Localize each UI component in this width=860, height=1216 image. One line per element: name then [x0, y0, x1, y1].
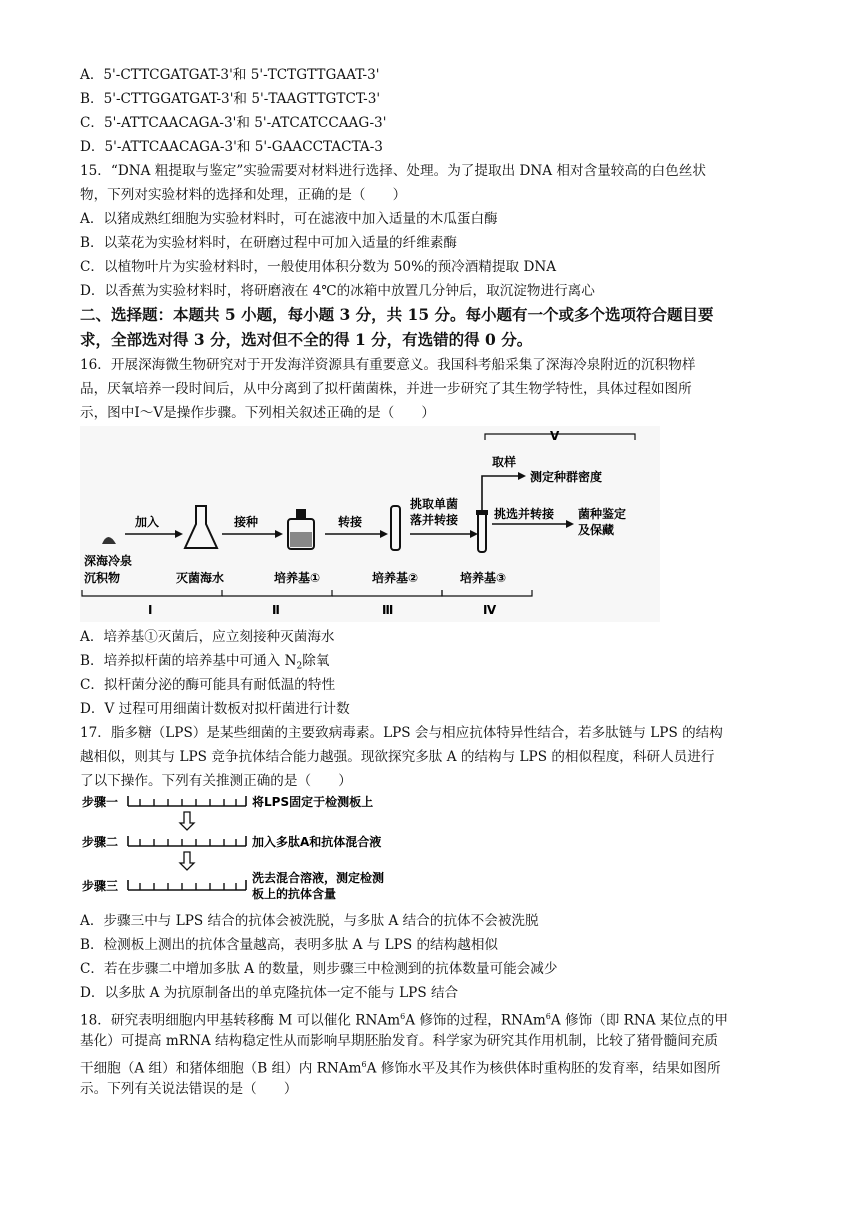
- step2-text: 加入多肽A和抗体混合液: [252, 835, 382, 849]
- step-iii-label: Ⅲ: [382, 603, 394, 617]
- q15-option-b: B．以菜花为实验材料时，在研磨过程中可加入适量的纤维素酶: [80, 235, 458, 251]
- down-arrow-2: [180, 852, 194, 870]
- q14-option-a: A．5'-CTTCGATGAT-3'和 5'-TCTGTTGAAT-3': [80, 67, 380, 83]
- step1-text: 将LPS固定于检测板上: [252, 795, 374, 809]
- q16-process-figure: [80, 426, 660, 622]
- seawater-label: 灭菌海水: [176, 571, 225, 585]
- q16-option-b-text: B．培养拟杆菌的培养基中可通入 N: [80, 653, 297, 669]
- q18-line1-sup1: 6: [400, 1012, 406, 1021]
- q18-line1-b: A 修饰的过程，RNAm: [405, 1012, 546, 1029]
- q18-line3-a: 干细胞（A 组）和猪体细胞（B 组）内 RNAm: [80, 1060, 362, 1077]
- identify-label-2: 及保藏: [578, 523, 615, 537]
- step-ii-label: Ⅱ: [272, 603, 280, 617]
- q16-stem-line2: 品，厌氧培养一段时间后，从中分离到了拟杆菌菌株，并进一步研究了其生物学特性，具体过程如图所: [80, 381, 692, 397]
- step1-label: 步骤一: [82, 795, 119, 809]
- step2-label: 步骤二: [82, 835, 119, 849]
- sample-label: 取样: [492, 455, 517, 469]
- plate-1: [128, 796, 246, 806]
- step3-label: 步骤三: [82, 879, 119, 893]
- identify-label-1: 菌种鉴定: [578, 507, 627, 521]
- q17-stem-line1: 17．脂多糖（LPS）是某些细菌的主要致病毒素。LPS 会与相应抗体特异性结合，若多肽链与 LPS 的结构: [80, 725, 723, 741]
- plate-2: [128, 836, 246, 846]
- section2-heading-line2: 求，全部选对得 3 分，选对但不全的得 1 分，有选错的得 0 分。: [80, 330, 533, 349]
- arrow-inoculate-label: 接种: [234, 515, 259, 529]
- bottle-cap: [296, 509, 306, 518]
- density-label: 测定种群密度: [530, 470, 603, 484]
- q17-figure-svg: [80, 790, 420, 902]
- sediment-label-1: 深海冷泉: [84, 554, 133, 568]
- step-v-label: Ⅴ: [550, 429, 560, 443]
- q16-stem-line1: 16．开展深海微生物研究对于开发海洋资源具有重要意义。我国科考船采集了深海冷泉附近的沉积物样: [80, 357, 696, 373]
- arrow-add-label: 加入: [135, 515, 160, 529]
- q17-option-c: C．若在步骤二中增加多肽 A 的数量，则步骤三中检测到的抗体数量可能会减少: [80, 961, 558, 977]
- q17-option-d: D．以多肽 A 为抗原制备出的单克隆抗体一定不能与 LPS 结合: [80, 985, 459, 1001]
- section2-heading-line1: 二、选择题：本题共 5 小题，每小题 3 分，共 15 分。每小题有一个或多个选项符合题目要: [80, 305, 714, 324]
- q15-stem-line1: 15．“DNA 粗提取与鉴定”实验需要对材料进行选择、处理。为了提取出 DNA 相对含量较高的白色丝状: [80, 163, 706, 179]
- pick-label-2: 落并转接: [410, 513, 459, 527]
- pick-label-1: 挑取单菌: [410, 497, 459, 511]
- step3-text-2: 板上的抗体含量: [252, 887, 337, 901]
- arrow-transfer-label: 转接: [338, 515, 363, 529]
- q18-stem-line4: 示。下列有关说法错误的是（ ）: [80, 1081, 298, 1097]
- q15-option-c: C．以植物叶片为实验材料时，一般使用体积分数为 50%的预冷酒精提取 DNA: [80, 259, 557, 275]
- q17-stem-line3: 了以下操作。下列有关推测正确的是（ ）: [80, 773, 352, 789]
- q16-option-a: A．培养基①灭菌后，应立刻接种灭菌海水: [80, 629, 335, 645]
- select-label: 挑选并转接: [494, 507, 555, 521]
- q18-line1-a: 18．研究表明细胞内甲基转移酶 M 可以催化 RNAm: [80, 1012, 401, 1029]
- step-iv-label: Ⅳ: [483, 603, 497, 617]
- plate-3: [128, 880, 246, 890]
- medium3-label: 培养基③: [460, 571, 507, 585]
- q16-option-b: [80, 651, 329, 677]
- q18-line3-b: A 修饰水平及其作为核供体时重构胚的发育率，结果如图所: [366, 1060, 721, 1077]
- step3-text-1: 洗去混合溶液，测定检测: [252, 871, 385, 885]
- medium2-label: 培养基②: [372, 571, 419, 585]
- q14-option-d: D．5'-ATTCAACAGA-3'和 5'-GAACCTACTA-3: [80, 139, 383, 155]
- q14-option-c: C．5'-ATTCAACAGA-3'和 5'-ATCATCCAAG-3': [80, 115, 387, 131]
- q17-steps-figure: [80, 790, 420, 902]
- step-i-label: Ⅰ: [148, 603, 153, 617]
- tube3-cap: [476, 510, 488, 515]
- q16-stem-line3: 示，图中Ⅰ～Ⅴ是操作步骤。下列相关叙述正确的是（ ）: [80, 405, 436, 421]
- q18-stem-line1: [80, 1007, 728, 1031]
- q18-stem-line3: [80, 1055, 721, 1079]
- down-arrow-1: [180, 812, 194, 830]
- q15-option-d: D．以香蕉为实验材料时，将研磨液在 4℃的冰箱中放置几分钟后，取沉淀物进行离心: [80, 283, 595, 299]
- bottle-medium: [290, 532, 312, 547]
- q16-figure-svg: [80, 426, 660, 622]
- q18-stem-line2: 基化）可提高 mRNA 结构稳定性从而影响早期胚胎发育。科学家为研究其作用机制，比较了猪骨髓间充质: [80, 1033, 719, 1049]
- q18-line1-c: A 修饰（即 RNA 某位点的甲: [550, 1012, 728, 1029]
- medium1-label: 培养基①: [274, 571, 321, 585]
- q16-option-b-sub: 2: [296, 661, 303, 672]
- q18-line3-sup: 6: [361, 1060, 367, 1069]
- q17-stem-line2: 越相似，则其与 LPS 竞争抗体结合能力越强。现欲探究多肽 A 的结构与 LPS 的相似程度，科研人员进行: [80, 749, 715, 765]
- q16-option-c: C．拟杆菌分泌的酶可能具有耐低温的特性: [80, 677, 336, 693]
- q15-option-a: A．以猪成熟红细胞为实验材料时，可在滤液中加入适量的木瓜蛋白酶: [80, 211, 498, 227]
- sediment-label-2: 沉积物: [84, 571, 121, 585]
- q17-option-a: A．步骤三中与 LPS 结合的抗体会被洗脱，与多肽 A 结合的抗体不会被洗脱: [80, 913, 539, 929]
- q18-line1-sup2: 6: [545, 1012, 551, 1021]
- q17-option-b: B．检测板上测出的抗体含量越高，表明多肽 A 与 LPS 的结构越相似: [80, 937, 499, 953]
- q16-option-d: D．V 过程可用细菌计数板对拟杆菌进行计数: [80, 701, 350, 717]
- q15-stem-line2: 物，下列对实验材料的选择和处理，正确的是（ ）: [80, 187, 407, 203]
- q14-option-b: B．5'-CTTGGATGAT-3'和 5'-TAAGTTGTCT-3': [80, 91, 381, 107]
- q16-option-b-tail: 除氧: [302, 653, 330, 669]
